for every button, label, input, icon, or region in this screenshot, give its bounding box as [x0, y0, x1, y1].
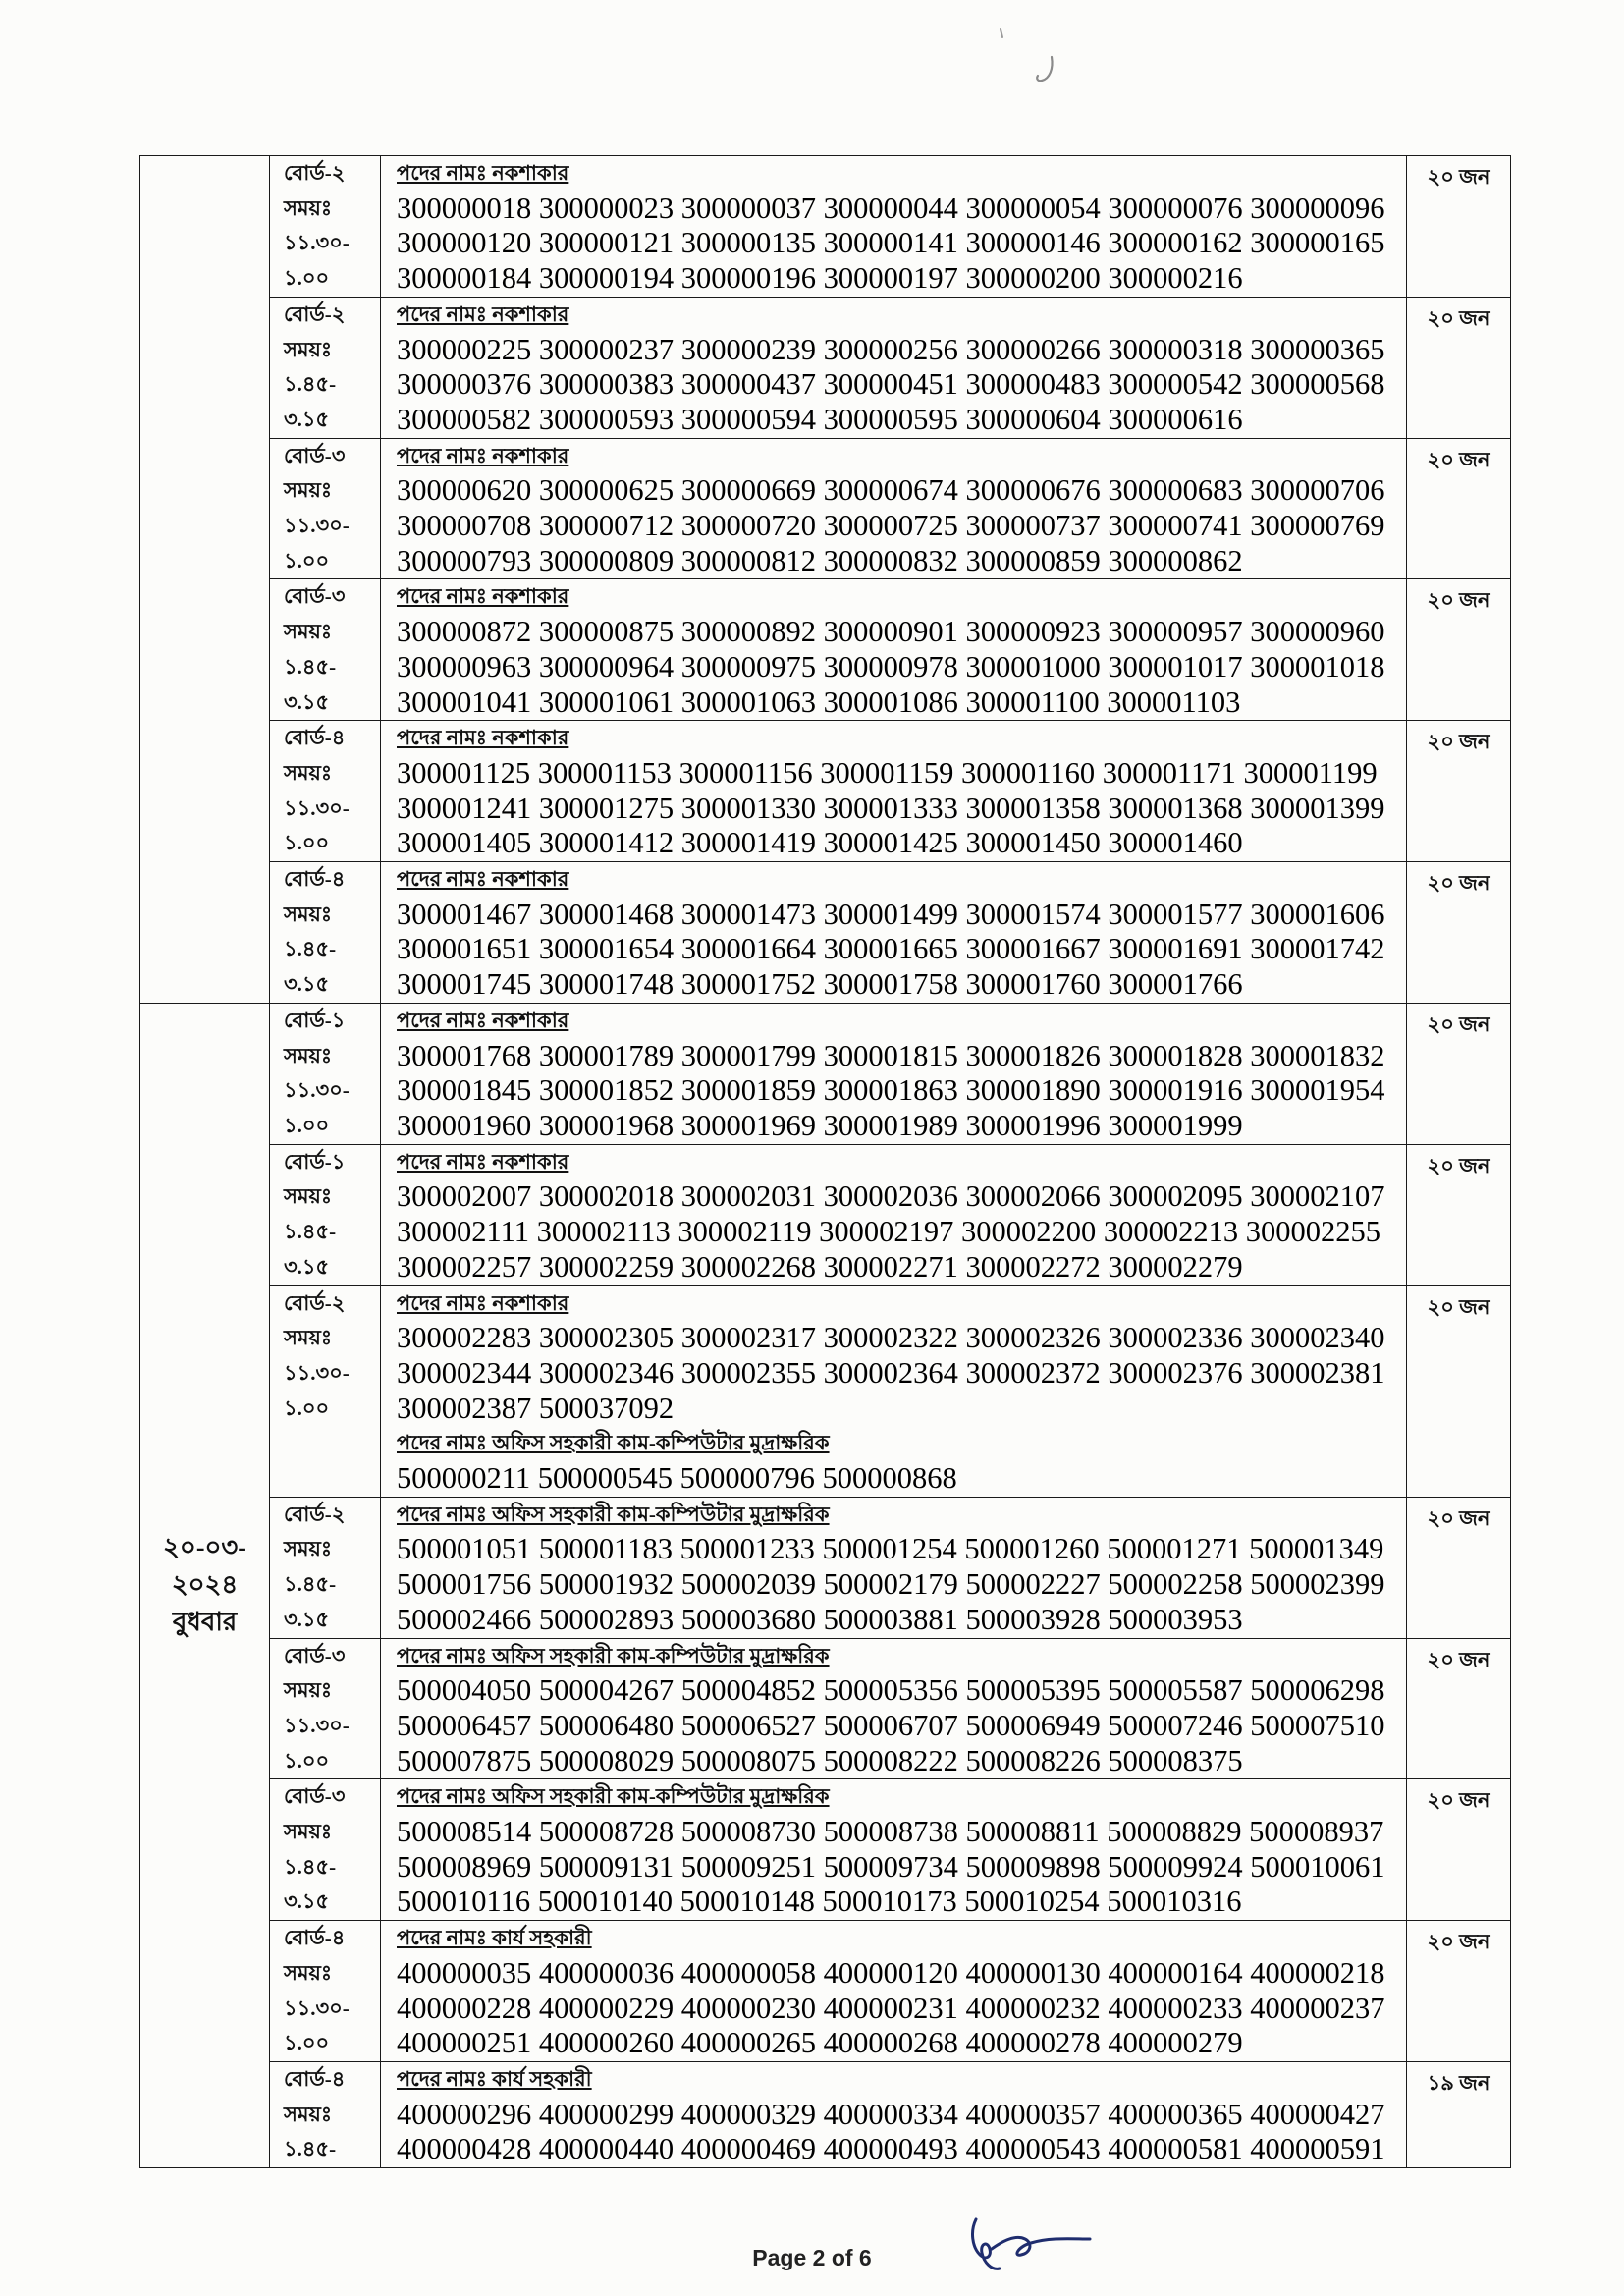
- time-line: ১.৪৫-: [284, 1572, 337, 1597]
- roll-number-line: 500010116 500010140 500010148 500010173 500010254 500010316: [397, 1885, 1242, 1919]
- schedule-row: [140, 1003, 1511, 1144]
- time-line: ১১.৩০-: [284, 1360, 350, 1385]
- roll-number-line: 400000428 400000440 400000469 400000493 400000543 400000581 400000591: [397, 2132, 1385, 2166]
- time-line: ৩.১৫: [284, 1607, 330, 1631]
- candidate-count: ২০ জন: [1407, 1921, 1511, 2062]
- post-name-heading: পদের নামঃ নকশাকার: [397, 584, 569, 609]
- time-line: ১.০০: [284, 266, 330, 291]
- roll-number-line: 500000211 500000545 500000796 500000868: [397, 1461, 957, 1496]
- roll-number-line: 300002283 300002305 300002317 300002322 300002326 300002336 300002340: [397, 1321, 1385, 1355]
- roll-number-line: 500002466 500002893 500003680 500003881 500003928 500003953: [397, 1602, 1243, 1636]
- candidate-count: ২০ জন: [1407, 1003, 1511, 1144]
- schedule-row: [140, 2061, 1511, 2167]
- schedule-row: [140, 1779, 1511, 1921]
- post-name-heading: পদের নামঃ অফিস সহকারী কাম-কম্পিউটার মুদ্রাক্ষরিক: [397, 1502, 830, 1526]
- board-label: বোর্ড-৩: [284, 1784, 346, 1809]
- board-time-cell: [270, 1144, 381, 1285]
- time-line: ১.৪৫-: [284, 372, 337, 397]
- time-line: সময়ঃ: [284, 1537, 333, 1561]
- roll-number-line: 300000793 300000809 300000812 300000832 300000859 300000862: [397, 543, 1243, 577]
- schedule-row: [140, 1921, 1511, 2062]
- time-line: ১১.৩০-: [284, 795, 350, 820]
- roll-number-line: 500008514 500008728 500008730 500008738 500008811 500008829 500008937: [397, 1815, 1384, 1849]
- board-label: বোর্ড-২: [284, 161, 346, 185]
- board-label: বোর্ড-২: [284, 1290, 346, 1315]
- time-line: সময়ঃ: [284, 478, 333, 503]
- board-time-cell: [270, 2061, 381, 2167]
- time-line: ১.০০: [284, 1395, 330, 1420]
- exam-date-line: ২০-০৩-: [163, 1533, 246, 1562]
- roll-numbers-cell: [381, 438, 1407, 579]
- board-label: বোর্ড-৪: [284, 1926, 346, 1950]
- time-line: সময়ঃ: [284, 1184, 333, 1209]
- roll-number-line: 500006457 500006480 500006527 500006707 500006949 500007246 500007510: [397, 1708, 1385, 1742]
- time-line: সময়ঃ: [284, 337, 333, 361]
- board-label: বোর্ড-৪: [284, 726, 346, 750]
- roll-number-line: 300000582 300000593 300000594 300000595 300000604 300000616: [397, 402, 1243, 436]
- roll-number-line: 500001051 500001183 500001233 500001254 500001260 500001271 500001349: [397, 1532, 1384, 1566]
- schedule-row: [140, 156, 1511, 298]
- signature-mark: [962, 2210, 1100, 2280]
- time-line: ১.০০: [284, 1113, 330, 1137]
- exam-date-cell: [140, 1003, 270, 2167]
- exam-date-line: বুধবার: [172, 1608, 238, 1637]
- board-label: বোর্ড-৩: [284, 443, 346, 467]
- candidate-count: ২০ জন: [1407, 438, 1511, 579]
- exam-date-cell: [140, 156, 270, 1004]
- time-line: ১১.৩০-: [284, 1713, 350, 1737]
- time-line: ১.৪৫-: [284, 654, 337, 679]
- candidate-count: ২০ জন: [1407, 721, 1511, 862]
- roll-numbers-cell: [381, 2061, 1407, 2167]
- roll-numbers-cell: [381, 721, 1407, 862]
- roll-number-line: 300001745 300001748 300001752 300001758 300001760 300001766: [397, 967, 1243, 1002]
- roll-number-line: 300000018 300000023 300000037 300000044 300000054 300000076 300000096: [397, 191, 1385, 225]
- board-label: বোর্ড-৪: [284, 867, 346, 892]
- schedule-row: [140, 579, 1511, 721]
- time-line: ১.৪৫-: [284, 937, 337, 961]
- roll-number-line: 500008969 500009131 500009251 500009734 500009898 500009924 500010061: [397, 1849, 1385, 1884]
- board-label: বোর্ড-৩: [284, 584, 346, 609]
- schedule-row: [140, 1285, 1511, 1497]
- roll-number-line: 300001125 300001153 300001156 300001159 300001160 300001171 300001199: [397, 755, 1378, 790]
- roll-number-line: 300001467 300001468 300001473 300001499 300001574 300001577 300001606: [397, 897, 1385, 931]
- board-time-cell: [270, 1638, 381, 1779]
- candidate-count: ২০ জন: [1407, 1144, 1511, 1285]
- board-time-cell: [270, 721, 381, 862]
- board-time-cell: [270, 297, 381, 438]
- candidate-count: ২০ জন: [1407, 156, 1511, 298]
- post-name-heading: পদের নামঃ অফিস সহকারী কাম-কম্পিউটার মুদ্রাক্ষরিক: [397, 1431, 830, 1455]
- schedule-row: [140, 438, 1511, 579]
- board-time-cell: [270, 1285, 381, 1497]
- roll-number-line: 400000296 400000299 400000329 400000334 400000357 400000365 400000427: [397, 2097, 1385, 2131]
- candidate-count: ১৯ জন: [1407, 2061, 1511, 2167]
- exam-schedule-table: [139, 155, 1511, 2168]
- board-label: বোর্ড-১: [284, 1149, 346, 1174]
- board-label: বোর্ড-১: [284, 1008, 346, 1032]
- time-line: সময়ঃ: [284, 2102, 333, 2126]
- candidate-count: ২০ জন: [1407, 862, 1511, 1004]
- roll-numbers-cell: [381, 1921, 1407, 2062]
- candidate-count: ২০ জন: [1407, 1497, 1511, 1638]
- roll-number-line: 300001768 300001789 300001799 300001815 300001826 300001828 300001832: [397, 1038, 1385, 1072]
- roll-number-line: 300001651 300001654 300001664 300001665 300001667 300001691 300001742: [397, 932, 1385, 966]
- schedule-row: [140, 721, 1511, 862]
- post-name-heading: পদের নামঃ অফিস সহকারী কাম-কম্পিউটার মুদ্রাক্ষরিক: [397, 1643, 830, 1667]
- schedule-body: [140, 156, 1511, 2168]
- time-line: ১.৪৫-: [284, 2137, 337, 2161]
- time-line: সময়ঃ: [284, 620, 333, 644]
- board-time-cell: [270, 1497, 381, 1638]
- post-name-heading: পদের নামঃ নকশাকার: [397, 301, 569, 326]
- roll-numbers-cell: [381, 1144, 1407, 1285]
- roll-numbers-cell: [381, 1285, 1407, 1497]
- post-name-heading: পদের নামঃ নকশাকার: [397, 161, 569, 185]
- roll-numbers-cell: [381, 579, 1407, 721]
- board-time-cell: [270, 862, 381, 1004]
- time-line: ১.০০: [284, 831, 330, 855]
- time-line: ১১.৩০-: [284, 1995, 350, 2020]
- roll-number-line: 300000872 300000875 300000892 300000901 300000923 300000957 300000960: [397, 615, 1385, 649]
- roll-number-line: 400000251 400000260 400000265 400000268 400000278 400000279: [397, 2026, 1243, 2060]
- post-name-heading: পদের নামঃ কার্য সহকারী: [397, 1926, 592, 1950]
- time-line: ১১.৩০-: [284, 231, 350, 255]
- roll-numbers-cell: [381, 1779, 1407, 1921]
- roll-number-line: 300000120 300000121 300000135 300000141 300000146 300000162 300000165: [397, 226, 1385, 260]
- roll-number-line: 300000184 300000194 300000196 300000197 300000200 300000216: [397, 261, 1243, 296]
- post-name-heading: পদের নামঃ অফিস সহকারী কাম-কম্পিউটার মুদ্রাক্ষরিক: [397, 1784, 830, 1809]
- post-name-heading: পদের নামঃ নকশাকার: [397, 1149, 569, 1174]
- board-time-cell: [270, 156, 381, 298]
- schedule-row: [140, 1497, 1511, 1638]
- time-line: সময়ঃ: [284, 195, 333, 220]
- roll-number-line: 300000225 300000237 300000239 300000256 300000266 300000318 300000365: [397, 332, 1385, 366]
- candidate-count: ২০ জন: [1407, 1638, 1511, 1779]
- time-line: সময়ঃ: [284, 1678, 333, 1703]
- roll-numbers-cell: [381, 1497, 1407, 1638]
- roll-number-line: 300001960 300001968 300001969 300001989 300001996 300001999: [397, 1108, 1243, 1142]
- time-line: ১.০০: [284, 548, 330, 573]
- board-time-cell: [270, 438, 381, 579]
- time-line: সময়ঃ: [284, 1820, 333, 1844]
- time-line: ১.৪৫-: [284, 1854, 337, 1879]
- roll-number-line: 300002111 300002113 300002119 300002197 300002200 300002213 300002255: [397, 1215, 1380, 1249]
- time-line: ১.০০: [284, 1748, 330, 1773]
- roll-number-line: 500004050 500004267 500004852 500005356 500005395 500005587 500006298: [397, 1673, 1385, 1708]
- candidate-count: ২০ জন: [1407, 1779, 1511, 1921]
- roll-numbers-cell: [381, 156, 1407, 298]
- roll-numbers-cell: [381, 1003, 1407, 1144]
- time-line: সময়ঃ: [284, 1043, 333, 1067]
- post-name-heading: পদের নামঃ নকশাকার: [397, 443, 569, 467]
- post-name-heading: পদের নামঃ নকশাকার: [397, 867, 569, 892]
- roll-number-line: 500001756 500001932 500002039 500002179 500002227 500002258 500002399: [397, 1567, 1385, 1602]
- candidate-count: ২০ জন: [1407, 297, 1511, 438]
- roll-number-line: 300000963 300000964 300000975 300000978 300001000 300001017 300001018: [397, 649, 1385, 683]
- handwritten-mark-icon: [987, 22, 1075, 90]
- roll-number-line: 300001041 300001061 300001063 300001086 300001100 300001103: [397, 684, 1241, 719]
- candidate-count: ২০ জন: [1407, 1285, 1511, 1497]
- roll-number-line: 300000620 300000625 300000669 300000674 300000676 300000683 300000706: [397, 473, 1385, 508]
- roll-number-line: 300000376 300000383 300000437 300000451 300000483 300000542 300000568: [397, 367, 1385, 402]
- schedule-row: [140, 862, 1511, 1004]
- board-time-cell: [270, 1003, 381, 1144]
- roll-number-line: 300002007 300002018 300002031 300002036 300002066 300002095 300002107: [397, 1179, 1385, 1214]
- schedule-row: [140, 1144, 1511, 1285]
- post-name-heading: পদের নামঃ নকশাকার: [397, 1290, 569, 1315]
- time-line: সময়ঃ: [284, 902, 333, 926]
- roll-number-line: 300000708 300000712 300000720 300000725 300000737 300000741 300000769: [397, 509, 1385, 543]
- time-line: ১১.৩০-: [284, 514, 350, 538]
- time-line: ১.০০: [284, 2031, 330, 2055]
- roll-number-line: 300002257 300002259 300002268 300002271 300002272 300002279: [397, 1249, 1243, 1284]
- board-label: বোর্ড-৩: [284, 1643, 346, 1667]
- time-line: ৩.১৫: [284, 407, 330, 431]
- roll-number-line: 300001405 300001412 300001419 300001425 300001450 300001460: [397, 826, 1243, 860]
- time-line: ১.৪৫-: [284, 1220, 337, 1244]
- board-time-cell: [270, 1921, 381, 2062]
- roll-number-line: 400000228 400000229 400000230 400000231 400000232 400000233 400000237: [397, 1991, 1385, 2025]
- roll-numbers-cell: [381, 862, 1407, 1004]
- time-line: সময়ঃ: [284, 1960, 333, 1985]
- schedule-row: [140, 1638, 1511, 1779]
- roll-number-line: 300002387 500037092: [397, 1391, 675, 1425]
- time-line: ৩.১৫: [284, 972, 330, 997]
- board-label: বোর্ড-২: [284, 301, 346, 326]
- time-line: ৩.১৫: [284, 1889, 330, 1914]
- exam-date-line: ২০২৪: [171, 1570, 239, 1600]
- candidate-count: ২০ জন: [1407, 579, 1511, 721]
- time-line: ১১.৩০-: [284, 1078, 350, 1103]
- board-time-cell: [270, 579, 381, 721]
- time-line: সময়ঃ: [284, 760, 333, 785]
- roll-number-line: 500007875 500008029 500008075 500008222 500008226 500008375: [397, 1743, 1243, 1777]
- post-name-heading: পদের নামঃ কার্য সহকারী: [397, 2066, 592, 2091]
- roll-number-line: 300001241 300001275 300001330 300001333 300001358 300001368 300001399: [397, 791, 1385, 825]
- roll-number-line: 400000035 400000036 400000058 400000120 400000130 400000164 400000218: [397, 1955, 1385, 1990]
- roll-numbers-cell: [381, 297, 1407, 438]
- roll-number-line: 300001845 300001852 300001859 300001863 300001890 300001916 300001954: [397, 1073, 1385, 1108]
- board-label: বোর্ড-২: [284, 1502, 346, 1526]
- post-name-heading: পদের নামঃ নকশাকার: [397, 726, 569, 750]
- time-line: ৩.১৫: [284, 689, 330, 714]
- board-time-cell: [270, 1779, 381, 1921]
- schedule-row: [140, 297, 1511, 438]
- post-name-heading: পদের নামঃ নকশাকার: [397, 1008, 569, 1032]
- time-line: সময়ঃ: [284, 1326, 333, 1350]
- roll-number-line: 300002344 300002346 300002355 300002364 300002372 300002376 300002381: [397, 1355, 1385, 1390]
- page-number: Page 2 of 6: [752, 2245, 872, 2270]
- roll-numbers-cell: [381, 1638, 1407, 1779]
- time-line: ৩.১৫: [284, 1254, 330, 1279]
- board-label: বোর্ড-৪: [284, 2066, 346, 2091]
